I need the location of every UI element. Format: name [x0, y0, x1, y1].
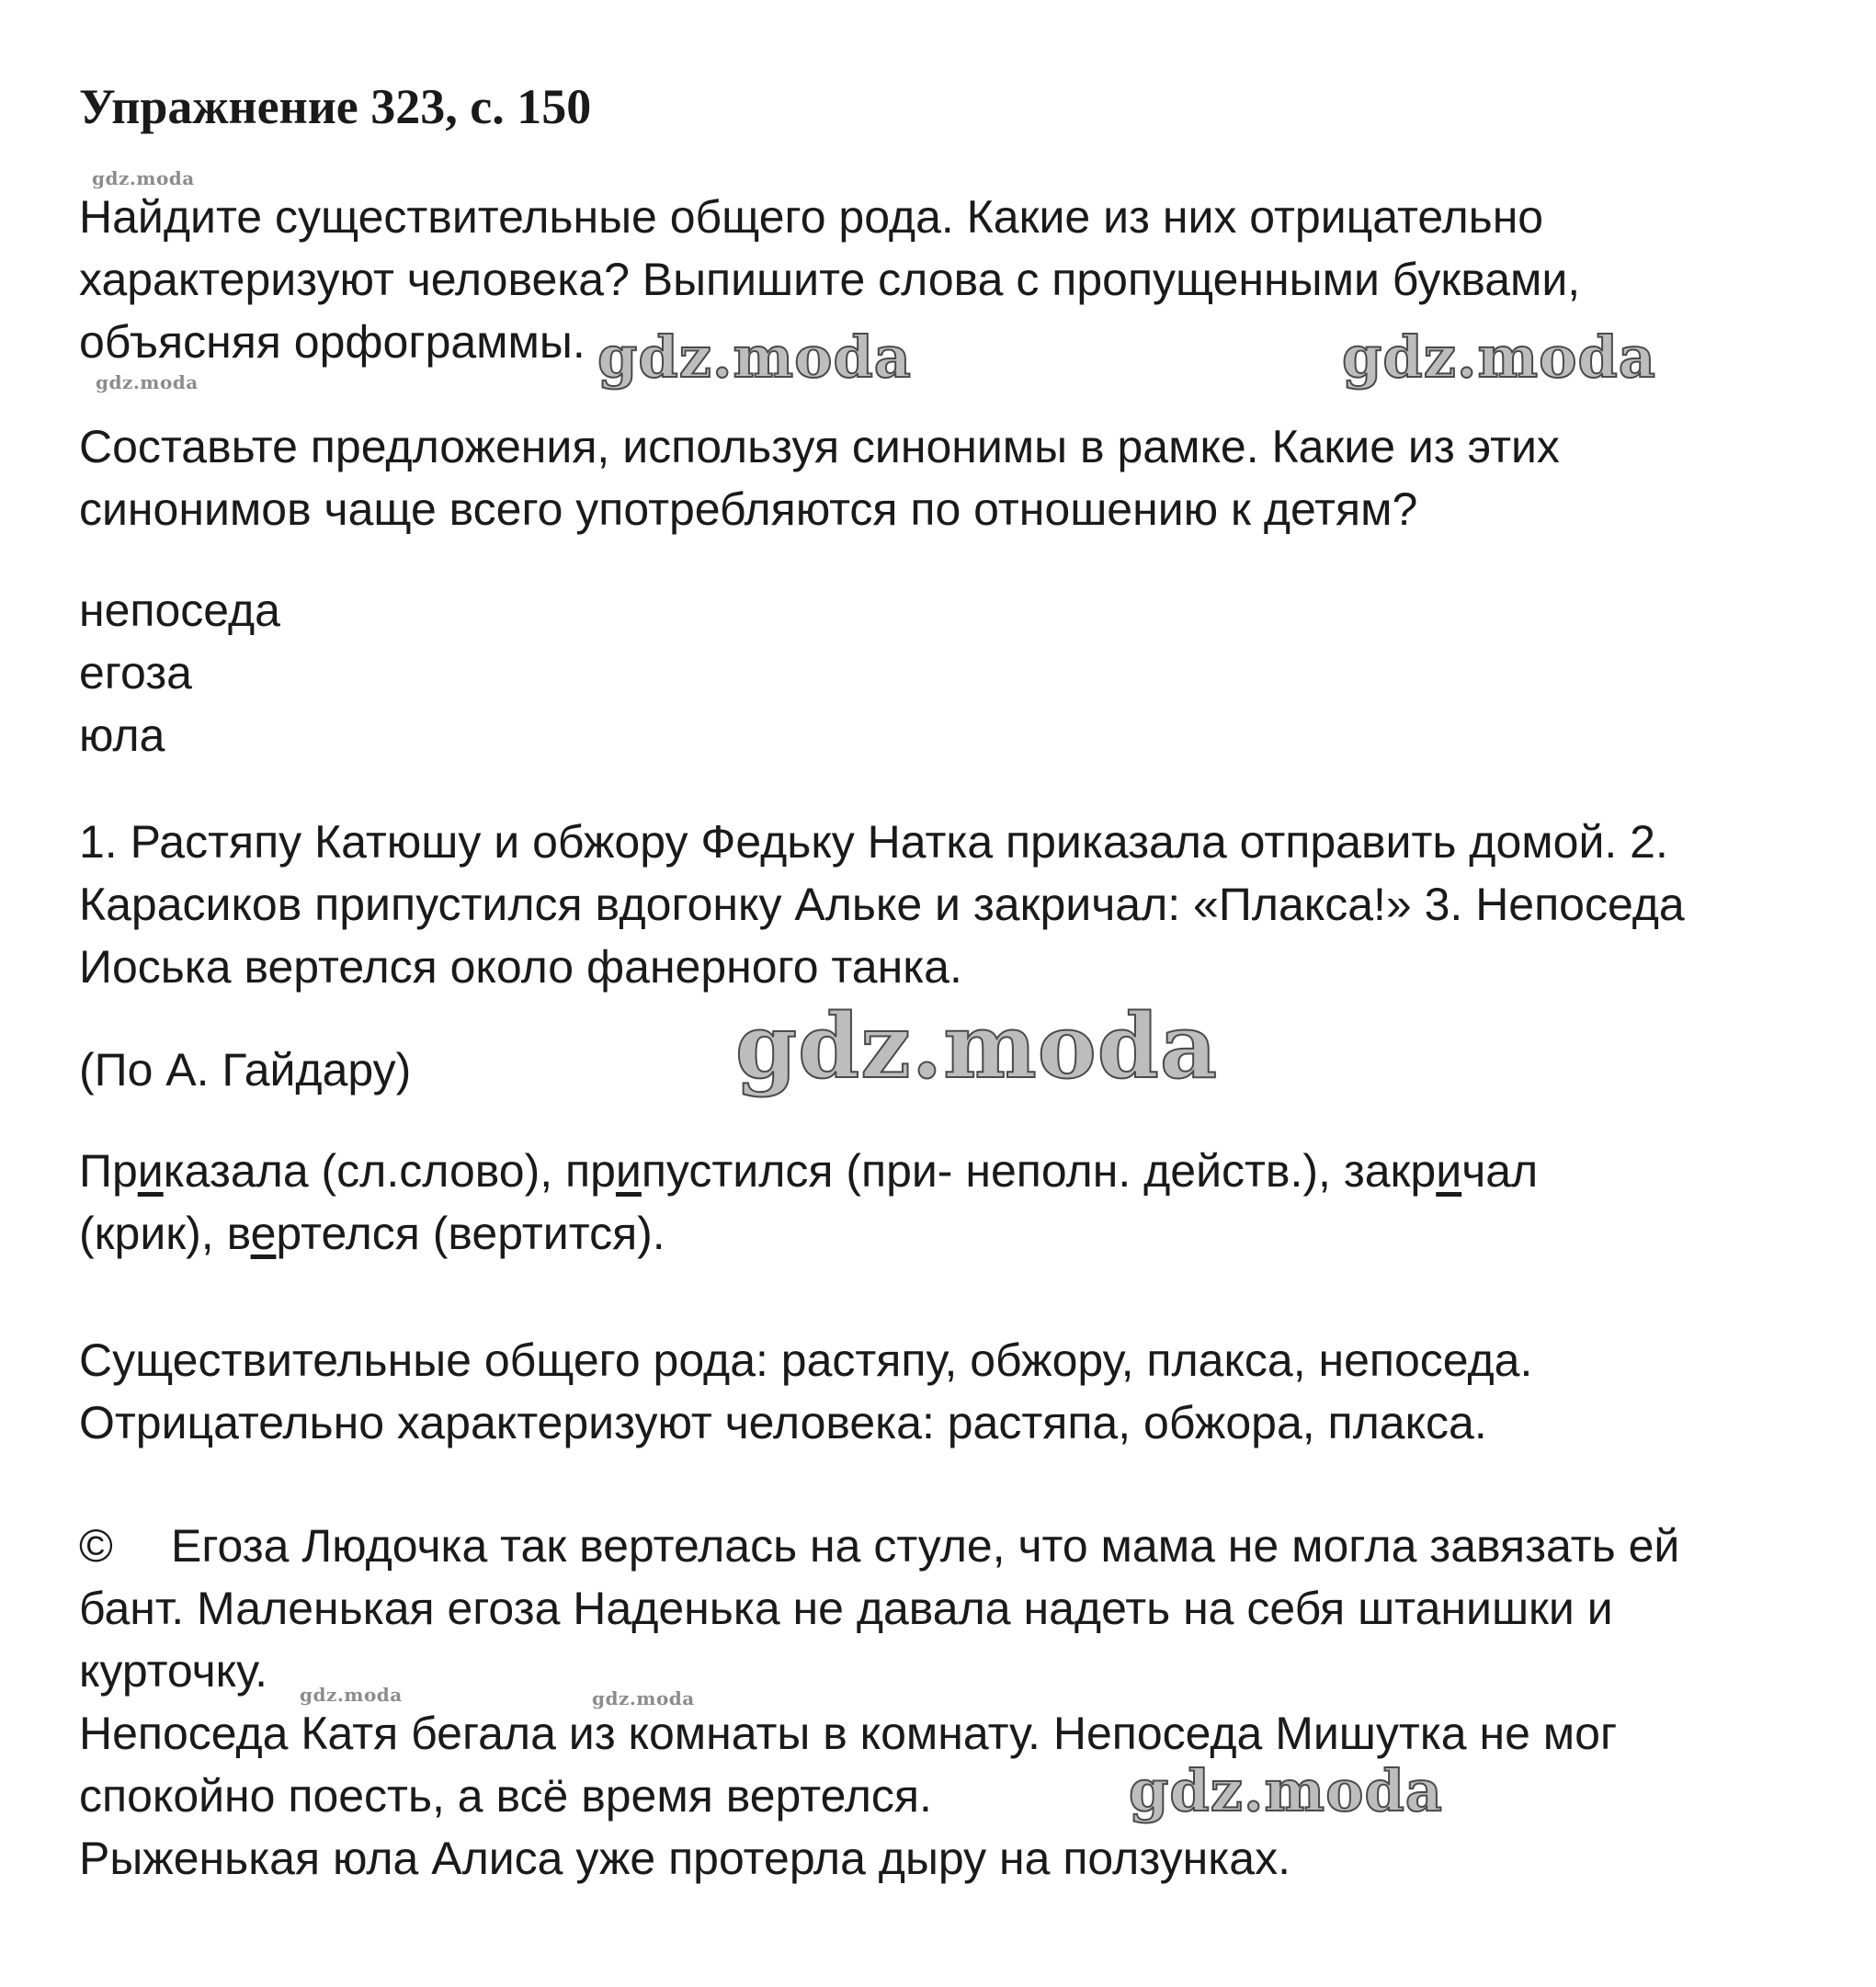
exercise-title: Упражнение 323, с. 150	[79, 79, 592, 134]
sentence-line: спокойно поесть, а всё время вертелся.	[79, 1770, 932, 1822]
watermark: gdz.moda	[96, 371, 199, 393]
spelling-word: ртелся (вертится).	[276, 1208, 665, 1259]
synonym-list	[79, 579, 1853, 766]
synonym-item: егоза	[79, 647, 192, 698]
task-line: Найдите существительные общего рода. Какие из них отрицательно	[79, 191, 1544, 243]
sentence-line: Рыженькая юла Алиса уже протерла дыру на ползунках.	[79, 1833, 1290, 1884]
watermark: gdz.moda	[592, 1687, 695, 1709]
text-line: Иоська вертелся около фанерного танка.	[79, 941, 962, 993]
text-source: (По А. Гайдару)	[79, 1044, 412, 1096]
spelling-word: (крик),	[79, 1208, 227, 1259]
spelling-explanation	[79, 1140, 1853, 1265]
spelling-word: в	[226, 1208, 251, 1259]
answer-line: Существительные общего рода: растяпу, обжору, плакса, непоседа.	[79, 1334, 1533, 1386]
spelling-word: Пр	[79, 1145, 138, 1197]
task2-line: Составьте предложения, используя синонимы в рамке. Какие из этих	[79, 421, 1560, 472]
spelling-line	[79, 1140, 1853, 1202]
spelling-word: пр	[565, 1145, 616, 1197]
answer-paragraph	[79, 1329, 1853, 1454]
sentence-text: Егоза Людочка так вертелась на стуле, что мама не могла завязать ей	[171, 1520, 1680, 1572]
task-line: объясняя орфограммы.	[79, 316, 586, 368]
spelling-word: пустился (при- неполн. действ.),	[641, 1145, 1344, 1197]
spelling-letter: и	[615, 1145, 642, 1197]
synonym-item: непоседа	[79, 585, 280, 636]
watermark: gdz.moda	[597, 324, 912, 391]
watermark: gdz.moda	[300, 1684, 403, 1706]
task2-line: синонимов чаще всего употребляются по отношению к детям?	[79, 483, 1418, 535]
spelling-word: закр	[1343, 1145, 1437, 1197]
spelling-letter: е	[250, 1208, 277, 1259]
sentence-line: курточку.	[79, 1645, 268, 1697]
spelling-word: казала (сл.слово),	[163, 1145, 566, 1197]
watermark: gdz.moda	[1342, 324, 1656, 391]
watermark: gdz.moda	[735, 994, 1219, 1098]
sentence-line	[79, 1515, 1853, 1577]
spelling-letter: и	[1436, 1145, 1462, 1197]
task2-paragraph	[79, 415, 1853, 540]
text-line: Карасиков припустился вдогонку Альке и закричал: «Плакса!» 3. Непоседа	[79, 879, 1685, 930]
answer-line: Отрицательно характеризуют человека: растяпа, обжора, плакса.	[79, 1397, 1487, 1448]
sentence-line: бант. Маленькая егоза Наденька не давала надеть на себя штанишки и	[79, 1583, 1613, 1634]
spelling-letter: и	[137, 1145, 164, 1197]
spelling-line	[79, 1202, 1853, 1265]
watermark: gdz.moda	[92, 167, 195, 189]
synonym-item: юла	[79, 710, 165, 761]
sentence-line: Непоседа Катя бегала из комнаты в комнату. Непоседа Мишутка не мог	[79, 1708, 1618, 1759]
spelling-word: чал	[1461, 1145, 1539, 1197]
task-line: характеризуют человека? Выпишите слова с пропущенными буквами,	[79, 254, 1581, 305]
copyright-icon: ©	[79, 1520, 113, 1572]
gaidar-text	[79, 811, 1853, 998]
text-line: 1. Растяпу Катюшу и обжору Федьку Натка приказала отправить домой. 2.	[79, 816, 1668, 868]
watermark: gdz.moda	[1129, 1757, 1443, 1824]
